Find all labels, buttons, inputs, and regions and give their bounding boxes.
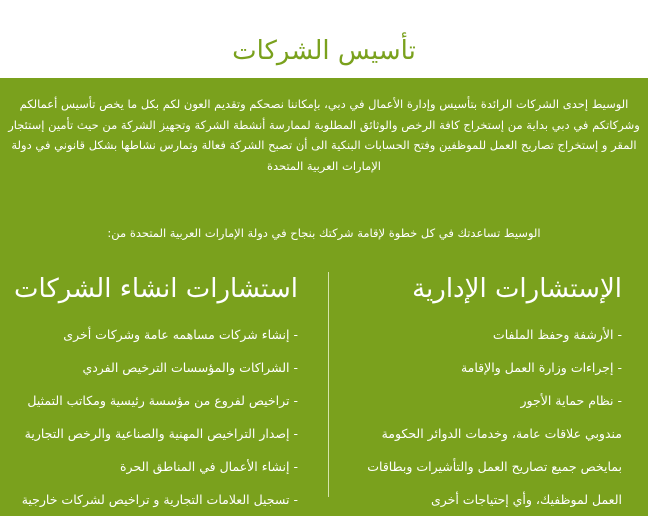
company-setup-list bbox=[14, 318, 298, 516]
admin-consulting-section bbox=[340, 266, 622, 516]
company-setup-section bbox=[14, 266, 298, 516]
list-item: مندوبي علاقات عامة، وخدمات الدوائر الحكومة bbox=[381, 426, 622, 441]
list-item: - إنشاء شركات مساهمه عامة وشركات أخرى bbox=[63, 327, 298, 342]
intro-paragraph: الوسيط إحدى الشركات الرائدة بتأسيس وإدارة الأعمال في دبي، بإمكاننا نصحكم وتقديم العون لكم بكل ما يخص تأسيس أعمالكم وشركاتكم في دبي بداية من إستخراج كافة الرخص والوثائق المطلوبة لممارسة أنشطة الشركة وتجهيز الشركة من حيث تأمين إستئجار المقر و إستخراج تصاريح العمل للموظفين وفتح الحسابات البنكية الى أن تصبح الشركة فعالة وتمارس نشاطها بشكل قانوني في دولة الإمارات العربية المتحدة bbox=[8, 97, 640, 173]
header-band bbox=[0, 0, 648, 78]
list-item: - تسجيل العلامات التجارية و تراخيص لشركات خارجية bbox=[21, 492, 298, 507]
admin-consulting-list bbox=[340, 318, 622, 516]
list-item: - إنشاء الأعمال في المناطق الحرة bbox=[120, 459, 298, 474]
list-item: - نظام حماية الأجور bbox=[520, 393, 622, 408]
list-item: - إجراءات وزارة العمل والإقامة bbox=[460, 360, 622, 375]
column-divider bbox=[328, 272, 329, 497]
company-setup-title: استشارات انشاء الشركات bbox=[13, 274, 298, 304]
intro-subtitle: الوسيط تساعدتك في كل خطوة لإقامة شركتك بنجاح في دولة الإمارات العربية المتحدة من: bbox=[107, 226, 541, 240]
list-item: - الشراكات والمؤسسات الترخيص الفردي bbox=[82, 360, 298, 375]
page-title: تأسيس الشركات bbox=[232, 36, 416, 66]
admin-consulting-title: الإستشارات الإدارية bbox=[412, 274, 622, 304]
list-item: - إصدار التراخيص المهنية والصناعية والرخص التجارية bbox=[24, 426, 298, 441]
list-item: - الأرشفة وحفظ الملفات bbox=[492, 327, 622, 342]
list-item: بمايخص جميع تصاريح العمل والتأشيرات وبطاقات bbox=[367, 459, 622, 474]
list-item: - تراخيص لفروع من مؤسسة رئيسية ومكاتب التمثيل bbox=[27, 393, 298, 408]
list-item: العمل لموظفيك، وأي إحتياجات أخرى bbox=[430, 492, 622, 507]
